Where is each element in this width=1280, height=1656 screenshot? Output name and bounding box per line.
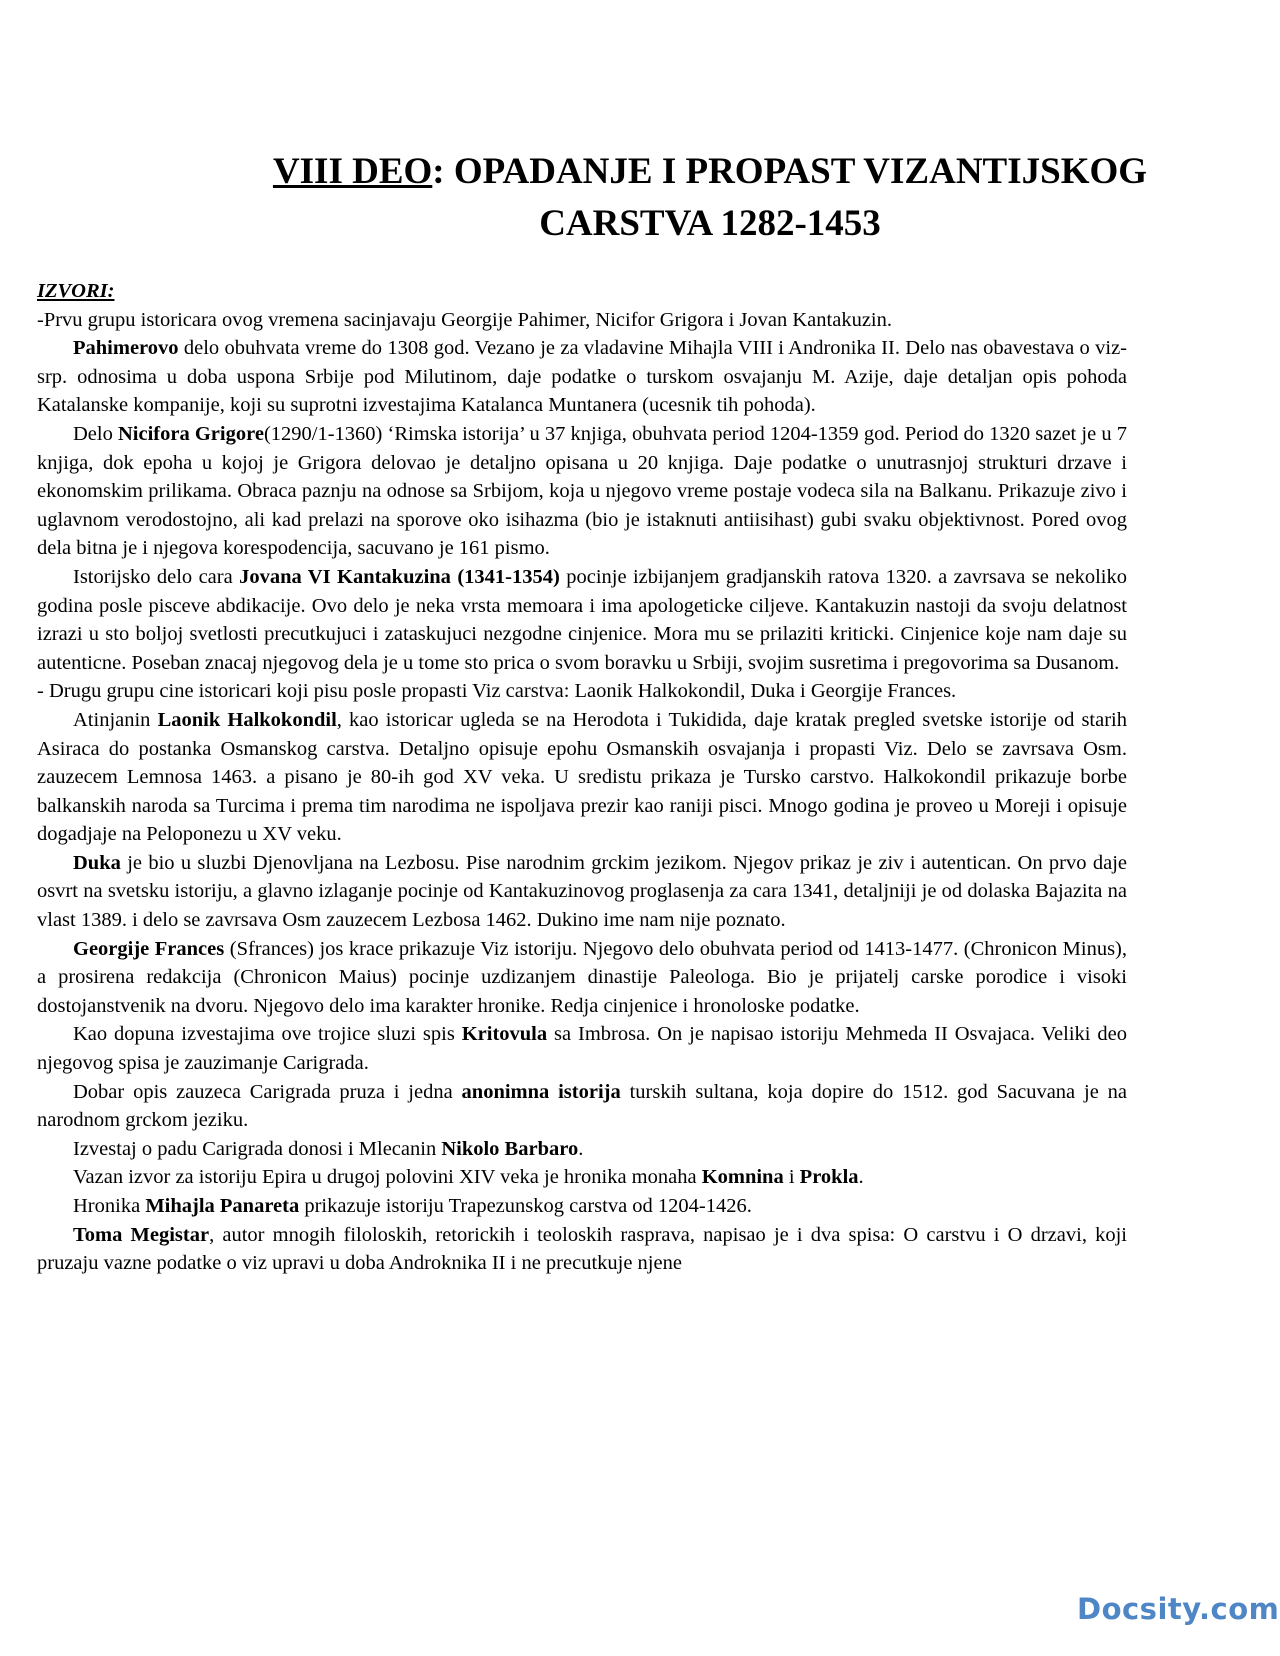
paragraph-text: Istorijsko delo cara	[73, 565, 240, 588]
paragraph-text: prikazuje istoriju Trapezunskog carstva od 1204-1426.	[299, 1195, 752, 1217]
paragraph	[37, 1135, 1127, 1164]
title-part-label: VIII DEO	[272, 151, 433, 192]
paragraph-text: Kao dopuna izvestajima ove trojice sluzi spis	[73, 1023, 462, 1046]
bold-term: Prokla	[799, 1166, 859, 1189]
title-line-1	[210, 146, 1210, 198]
paragraph	[37, 563, 1127, 677]
paragraph	[37, 420, 1127, 563]
document-body	[37, 277, 1127, 1278]
bold-term: Nicifora Grigore	[118, 422, 264, 445]
paragraph-text: i	[783, 1166, 800, 1189]
paragraph-text: Vazan izvor za istoriju Epira u drugoj polovini XIV veka je hronika monaha	[73, 1166, 702, 1189]
paragraph-text: Delo	[73, 422, 118, 445]
paragraph-text: pocinje izbijanjem gradjanskih ratova 1320. a zavrsava se nekoliko godina posle pisceve abdikacije. Ovo delo je neka vrsta memoara i ima apologeticke ciljeve. Kantakuzin nastoji da svoju delatnost izrazi u sto boljoj svetlosti precutkujuci i zataskujuci nezgodne cinjenice. Mora mu se prilaziti kriticki. Cinjenice koje nam daje su autenticne. Poseban znacaj njegovog dela je u tome sto prica o svom boravku u Srbiji, svojim susretima i pregovorima sa Dusanom.	[37, 565, 1127, 674]
paragraph-text: .	[578, 1137, 584, 1160]
bold-term: Mihajla Panareta	[145, 1195, 300, 1217]
paragraph-text: Hronika	[73, 1195, 146, 1217]
paragraph-text: turskih sultana, koja dopire do 1512. god Sacuvana je na narodnom grckom jeziku.	[37, 1080, 1127, 1132]
paragraph	[37, 334, 1127, 420]
paragraph	[37, 1078, 1127, 1135]
paragraph: - Drugu grupu cine istoricari koji pisu posle propasti Viz carstva: Laonik Halkokondil, Duka i Georgije Frances.	[37, 680, 957, 703]
paragraph-text: delo obuhvata vreme do 1308 god. Vezano je za vladavine Mihajla VIII i Andronika II. Delo nas obavestava o viz-srp. odnosima u doba uspona Srbije pod Milutinom, daje podatke o turskom osvajanju M. Azije, daje detaljan opis pohoda Katalanske kompanije, koji su suprotni izvestajima Katalanca Muntanera (ucesnik tih pohoda).	[37, 337, 1127, 417]
bold-term: Duka	[73, 851, 121, 874]
title-line-2: CARSTVA 1282-1453	[539, 203, 881, 244]
bold-term: Jovana VI Kantakuzina (1341-1354)	[239, 565, 560, 588]
bold-term: Laonik Halkokondil	[157, 708, 337, 731]
bold-term: Nikolo Barbaro	[441, 1137, 579, 1160]
paragraph	[37, 849, 1127, 935]
bold-term: Georgije Frances	[73, 937, 225, 960]
section-heading: IZVORI:	[37, 280, 115, 302]
paragraph	[37, 935, 1127, 1021]
bold-term: Pahimerovo	[73, 337, 179, 360]
paragraph-text: Izvestaj o padu Carigrada donosi i Mlecanin	[73, 1137, 442, 1160]
paragraph-text: (1290/1-1360) ‘Rimska istorija’ u 37 knjiga, obuhvata period 1204-1359 god. Period do 1320 sazet je u 7 knjiga, dok epoha u kojoj je Grigora delovao je detaljno opisana u 20 knjiga. Daje podatke o unutrasnjoj strukturi drzave i ekonomskim prilikama. Obraca paznju na odnose sa Srbijom, koja u njegovo vreme postaje vodeca sila na Balkanu. Prikazuje zivo i uglavnom verodostojno, ali kad prelazi na sporove oko isihazma (bio je istaknuti antiisihast) gubi svaku objektivnost. Pored ovog dela bitna je i njegova korespodencija, sacuvano je 161 pismo.	[37, 422, 1127, 560]
paragraph	[37, 1163, 1127, 1192]
title-rest: : OPADANJE I PROPAST VIZANTIJSKOG	[432, 151, 1148, 192]
paragraph	[37, 1192, 1127, 1221]
page-title	[210, 146, 1210, 250]
bold-term: Komnina	[701, 1166, 784, 1189]
bold-term: anonimna istorija	[461, 1080, 621, 1103]
docsity-watermark: Docsity.com	[1077, 1592, 1280, 1626]
paragraph-text: , autor mnogih filoloskih, retorickih i teoloskih rasprava, napisao je i dva spisa: O carstvu i O drzavi, koji pruzaju vazne podatke o viz upravi u doba Androknika II i ne precutkuje njene	[37, 1223, 1127, 1275]
paragraph	[37, 706, 1127, 849]
paragraph	[37, 1020, 1127, 1077]
paragraph-text: , kao istoricar ugleda se na Herodota i Tukidida, daje kratak pregled svetske istorije od starih Asiraca do postanka Osmanskog carstva. Detaljno opisuje epohu Osmanskih osvajanja i propasti Viz. Delo se zavrsava Osm. zauzecem Lemnosa 1463. a pisano je 80-ih god XV veka. U sredistu prikaza je Tursko carstvo. Halkokondil prikazuje borbe balkanskih naroda sa Turcima i prema tim narodima ne ispoljava prezir kao raniji pisci. Mnogo godina je proveo u Moreji i opisuje dogadjaje na Peloponezu u XV veku.	[37, 708, 1127, 846]
paragraph-text: Dobar opis zauzeca Carigrada pruza i jedna	[73, 1080, 462, 1103]
paragraph-text: .	[858, 1166, 864, 1189]
paragraph-text: (Sfrances) jos krace prikazuje Viz istoriju. Njegovo delo obuhvata period od 1413-1477. (Chronicon Minus), a prosirena redakcija (Chronicon Maius) pocinje uzdizanjem dinastije Paleologa. Bio je prijatelj carske porodice i visoki dostojanstvenik na dvoru. Njegovo delo ima karakter hronike. Redja cinjenice i hronoloske podatke.	[37, 937, 1127, 1017]
paragraph-text: Atinjanin	[73, 708, 158, 731]
paragraph-text: je bio u sluzbi Djenovljana na Lezbosu. Pise narodnim grckim jezikom. Njegov prikaz je ziv i autentican. On prvo daje osvrt na svetsku istoriju, a glavno izlaganje pocinje od Kantakuzinovog proglasenja za cara 1341, detaljniji je od dolaska Bajazita na vlast 1389. i delo se zavrsava Osm zauzecem Lezbosa 1462. Dukino ime nam nije poznato.	[37, 851, 1127, 932]
bold-term: Kritovula	[461, 1023, 548, 1046]
paragraph: -Prvu grupu istoricara ovog vremena sacinjavaju Georgije Pahimer, Nicifor Grigora i Jovan Kantakuzin.	[37, 308, 892, 331]
paragraph-text: sa Imbrosa. On je napisao istoriju Mehmeda II Osvajaca. Veliki deo njegovog spisa je zauzimanje Carigrada.	[37, 1023, 1127, 1075]
paragraph	[37, 1221, 1127, 1278]
bold-term: Toma Megistar	[73, 1223, 210, 1246]
